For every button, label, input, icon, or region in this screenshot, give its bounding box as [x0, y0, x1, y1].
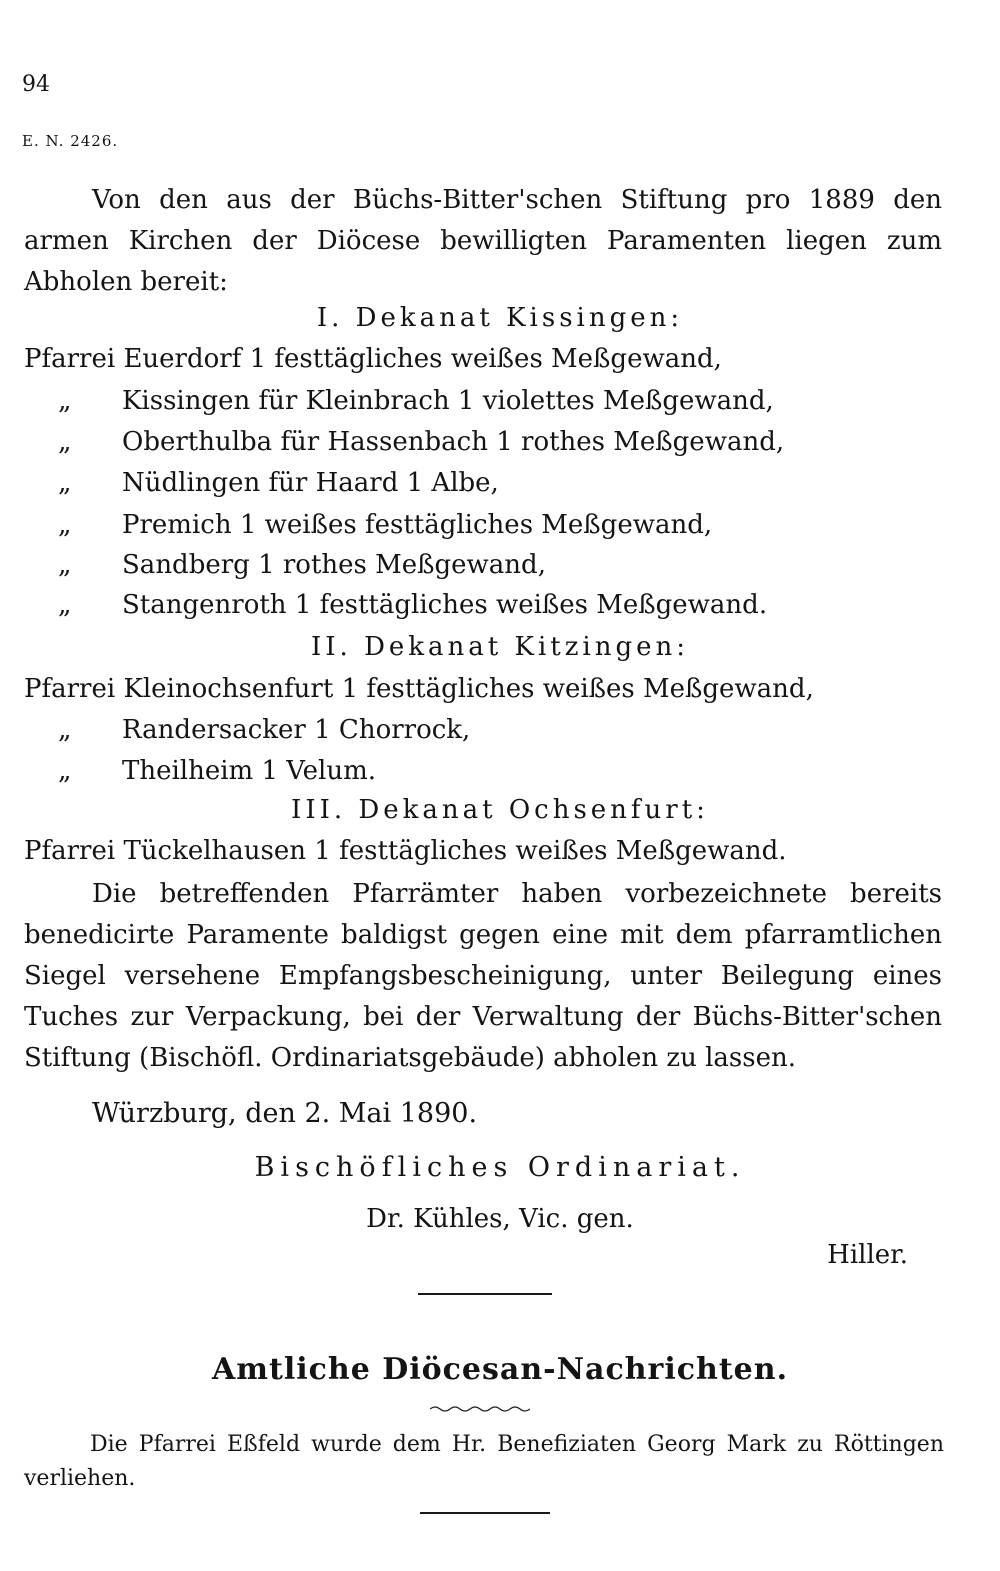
parish-entry: Pfarrei Euerdorf 1 festtägliches weißes Meßgewand, [24, 344, 722, 374]
parish-entry: Premich 1 weißes festtägliches Meßgewand, [122, 510, 713, 540]
parish-entry: Kissingen für Kleinbrach 1 violettes Meßgewand, [122, 386, 774, 416]
intro-paragraph: Von den aus der Büchs-Bitter'schen Stiftung pro 1889 den armen Kirchen der Diöcese bewilligten Paramenten liegen zum Abholen bereit: [24, 185, 942, 297]
bottom-divider [420, 1512, 550, 1514]
parish-entry: Sandberg 1 rothes Meßgewand, [122, 550, 546, 580]
place-and-date: Würzburg, den 2. Mai 1890. [92, 1098, 478, 1129]
parish-entry: Randersacker 1 Chorrock, [122, 715, 471, 745]
parish-entry: Nüdlingen für Haard 1 Albe, [122, 468, 499, 498]
deanery-heading-2: II. Dekanat Kitzingen: [311, 632, 689, 662]
notice-paragraph: Die Pfarrei Eßfeld wurde dem Hr. Benefiziaten Georg Mark zu Röttingen verliehen. [24, 1432, 944, 1491]
wavy-ornament [430, 1404, 530, 1414]
deanery-heading-3: III. Dekanat Ochsenfurt: [291, 795, 709, 825]
page-number: 94 [22, 72, 50, 97]
deanery-heading-1: I. Dekanat Kissingen: [316, 303, 684, 333]
ditto-mark: „ [58, 510, 72, 540]
issuing-authority: Bischöfliches Ordinariat. [254, 1152, 746, 1183]
ditto-mark: „ [58, 550, 72, 580]
parish-entry: Pfarrei Tückelhausen 1 festtägliches weißes Meßgewand. [24, 836, 787, 866]
parish-entry: Theilheim 1 Velum. [122, 756, 377, 786]
ditto-mark: „ [58, 386, 72, 416]
ditto-mark: „ [58, 756, 72, 786]
section-title: Amtliche Diöcesan-Nachrichten. [211, 1352, 789, 1387]
parish-entry: Pfarrei Kleinochsenfurt 1 festtägliches weißes Meßgewand, [24, 674, 814, 704]
closing-paragraph: Die betreffenden Pfarrämter haben vorbezeichnete bereits benedicirte Paramente baldigst gegen eine mit dem pfarramtlichen Siegel versehene Empfangsbescheinigung, unter Beilegung eines Tuches zur Verpackung, bei der Verwaltung der Büchs-Bitter'schen Stiftung (Bischöfl. Ordinariatsgebäude) abholen zu lassen. [24, 879, 942, 1073]
ditto-mark: „ [58, 468, 72, 498]
parish-entry: Oberthulba für Hassenbach 1 rothes Meßgewand, [122, 427, 785, 457]
section-divider [418, 1293, 552, 1295]
signatory: Dr. Kühles, Vic. gen. [366, 1204, 634, 1234]
parish-entry: Stangenroth 1 festtägliches weißes Meßgewand. [122, 590, 768, 620]
ditto-mark: „ [58, 715, 72, 745]
reference-number: E. N. 2426. [22, 132, 119, 150]
ditto-mark: „ [58, 590, 72, 620]
secretary-signature: Hiller. [827, 1240, 908, 1270]
ditto-mark: „ [58, 427, 72, 457]
